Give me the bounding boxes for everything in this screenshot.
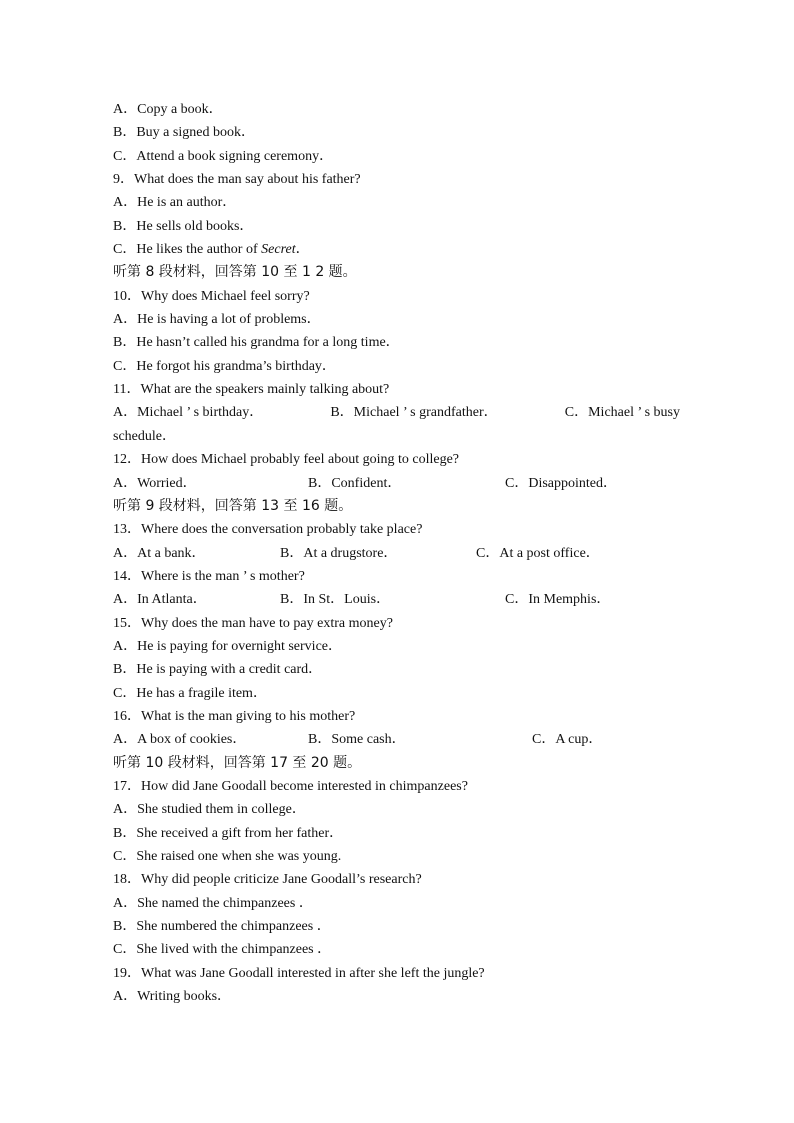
section-heading-8: 听第 8 段材料，回答第 10 至 1 2 题。	[113, 264, 357, 281]
question-9: 9．What does the man say about his father?	[113, 172, 361, 188]
option-14b: B．In St．Louis．	[280, 592, 391, 608]
options-16	[0, 728, 794, 751]
question-18: 18．Why did people criticize Jane Goodall’s research?	[113, 872, 422, 888]
section-heading-9: 听第 9 段材料，回答第 13 至 16 题。	[113, 497, 353, 514]
question-14: 14．Where is the man ’ s mother?	[113, 568, 305, 584]
option-16a: A．A box of cookies．	[113, 732, 247, 748]
option-17c: C．She raised one when she was young.	[113, 849, 342, 864]
option-16c: C．A cup．	[532, 732, 603, 748]
document-page	[0, 98, 794, 1008]
option-10c: C．He forgot his grandma’s birthday．	[113, 358, 336, 374]
question-16: 16．What is the man giving to his mother?	[113, 708, 356, 724]
option-8b: B．Buy a signed book．	[113, 125, 255, 141]
book-title: Secret	[261, 242, 296, 258]
option-15b: B．He is paying with a credit card．	[113, 662, 323, 678]
option-14c: C．In Memphis．	[505, 592, 611, 608]
option-17b: B．She received a gift from her father．	[113, 825, 344, 841]
question-15: 15．Why does the man have to pay extra money?	[113, 615, 393, 631]
question-10: 10．Why does Michael feel sorry?	[113, 288, 310, 304]
option-18c: C．She lived with the chimpanzees ．	[113, 942, 332, 958]
question-11: 11．What are the speakers mainly talking about?	[113, 382, 390, 398]
option-10a: A．He is having a lot of problems．	[113, 312, 321, 328]
option-12b: B．Confident．	[308, 475, 402, 491]
option-18b: B．She numbered the chimpanzees ．	[113, 919, 331, 935]
option-13b: B．At a drugstore．	[280, 545, 398, 561]
question-19: 19．What was Jane Goodall interested in after she left the jungle?	[113, 965, 485, 981]
option-19a: A．Writing books．	[113, 989, 232, 1005]
option-8c: C．Attend a book signing ceremony．	[113, 148, 334, 164]
section-heading-10: 听第 10 段材料，回答第 17 至 20 题。	[113, 754, 362, 771]
options-13	[0, 542, 794, 565]
option-15a: A．He is paying for overnight service．	[113, 638, 342, 654]
option-13a: A．At a bank．	[113, 545, 206, 561]
option-16b: B．Some cash．	[308, 732, 406, 748]
option-9c: C．He likes the author of Secret．	[113, 242, 310, 258]
option-15c: C．He has a fragile item．	[113, 685, 267, 701]
option-11c: C．Michael ’ s busy	[564, 405, 680, 421]
option-8a: A．Copy a book．	[113, 102, 223, 117]
option-14a: A．In Atlanta．	[113, 592, 207, 608]
options-11	[0, 401, 794, 424]
option-12a: A．Worried．	[113, 475, 197, 491]
option-12c: C．Disappointed．	[505, 475, 617, 491]
question-17: 17．How did Jane Goodall become interested in chimpanzees?	[113, 778, 468, 794]
option-11b: B．Michael ’ s grandfather．	[330, 405, 498, 421]
options-14	[0, 588, 794, 611]
options-12	[0, 472, 794, 495]
option-11a: A．Michael ’ s birthday．	[113, 405, 264, 421]
option-11c-continued: schedule．	[113, 428, 176, 444]
option-17a: A．She studied them in college．	[113, 802, 306, 818]
option-9b: B．He sells old books．	[113, 218, 254, 234]
option-10b: B．He hasn’t called his grandma for a long time．	[113, 335, 400, 351]
question-13: 13．Where does the conversation probably take place?	[113, 522, 423, 538]
option-13c: C．At a post office．	[476, 545, 600, 561]
option-18a: A．She named the chimpanzees ．	[113, 895, 313, 911]
option-9a: A．He is an author．	[113, 195, 237, 211]
question-12: 12．How does Michael probably feel about going to college?	[113, 452, 460, 468]
